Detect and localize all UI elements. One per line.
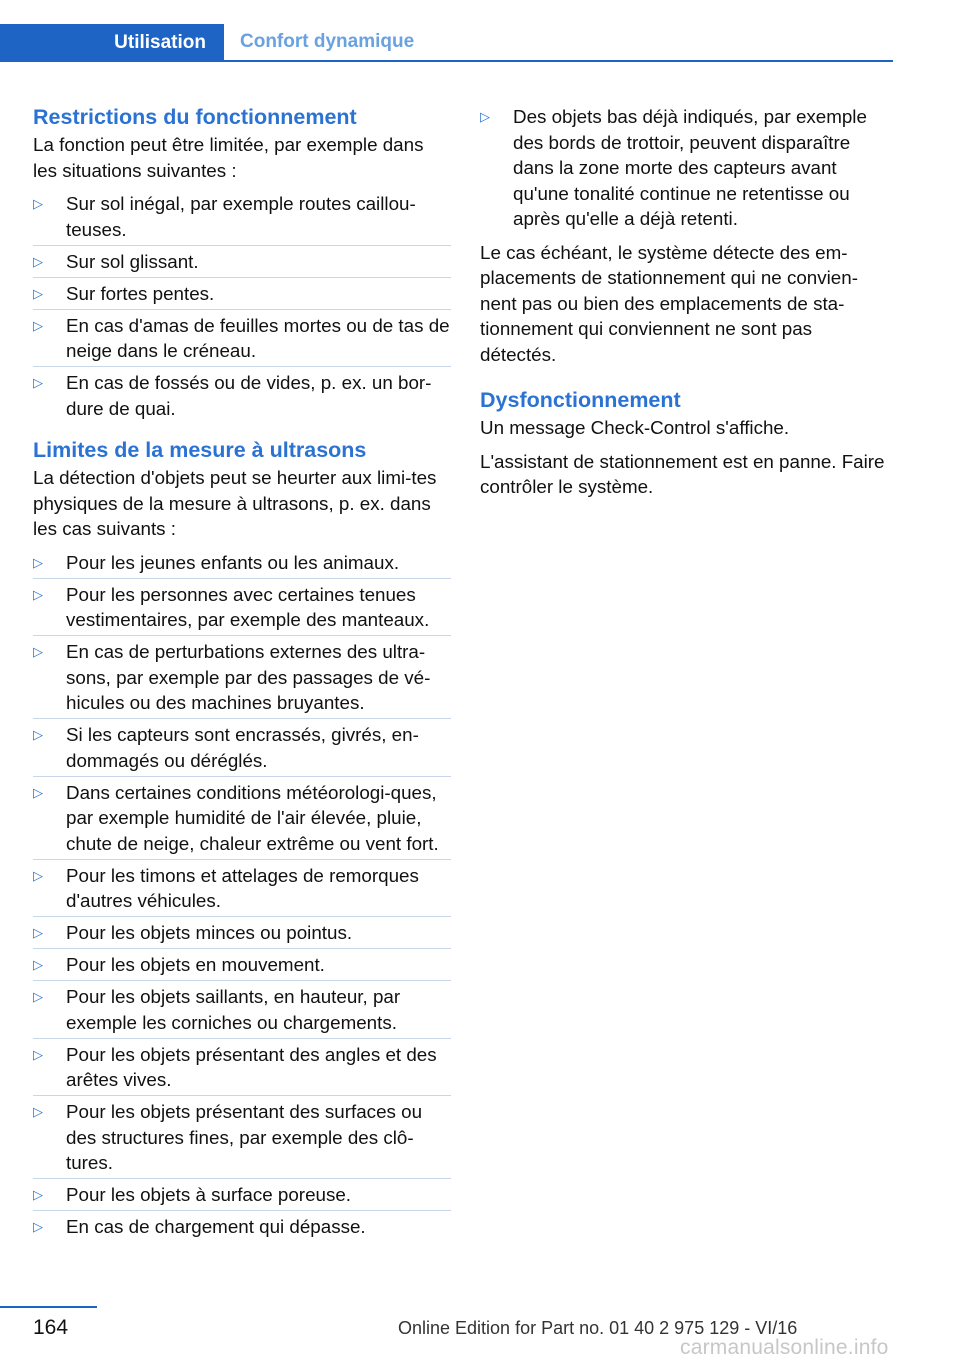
watermark: carmanualsonline.info	[680, 1336, 889, 1359]
triangle-bullet-icon: ▷	[33, 867, 43, 883]
list-item	[33, 984, 451, 1035]
triangle-bullet-icon: ▷	[33, 285, 43, 301]
list-item	[33, 722, 451, 773]
list-item	[33, 920, 451, 946]
list-item-text: Si les capteurs sont encrassés, givrés, en‐dommagés ou déréglés.	[66, 724, 419, 771]
triangle-bullet-icon: ▷	[33, 1104, 43, 1119]
list-item-text: En cas d'amas de feuilles mortes ou de tas de neige dans le créneau.	[66, 314, 450, 361]
triangle-bullet-icon: ▷	[33, 925, 43, 940]
triangle-bullet-icon: ▷	[33, 196, 43, 211]
triangle-bullet-icon: ▷	[33, 989, 43, 1004]
item-divider	[33, 776, 451, 777]
item-divider	[33, 309, 451, 310]
triangle-bullet-icon: ▷	[33, 727, 43, 742]
triangle-bullet-icon: ▷	[33, 1187, 43, 1202]
section-title: Dysfonctionnement	[480, 388, 681, 412]
section-title: Limites de la mesure à ultrasons	[33, 438, 367, 462]
list-item	[33, 313, 451, 364]
tab-utilisation[interactable]: Utilisation	[0, 24, 224, 62]
triangle-bullet-icon: ▷	[33, 1219, 43, 1234]
list-item-text: En cas de perturbations externes des ultra‐sons, par exemple par des passages de vé‐hicules ou des machines bruyantes.	[66, 641, 431, 713]
list-item	[33, 191, 451, 242]
page-number: 164	[33, 1316, 69, 1339]
item-divider	[33, 718, 451, 719]
list-item-text: Sur sol glissant.	[66, 250, 199, 272]
item-divider	[33, 366, 451, 367]
paragraph: Le cas échéant, le système détecte des em‐placements de stationnement qui ne convien‐nent pas ou bien des emplacements de sta‐tionnement qui conviennent ne sont pas détectés.	[480, 241, 858, 365]
item-divider	[33, 1210, 451, 1211]
list-item	[33, 952, 451, 978]
list-item	[33, 1042, 451, 1093]
triangle-bullet-icon: ▷	[33, 253, 43, 269]
triangle-bullet-icon: ▷	[33, 957, 43, 972]
section-title: Restrictions du fonctionnement	[33, 105, 357, 129]
item-divider	[33, 916, 451, 917]
section-dysfonctionnement	[480, 385, 892, 500]
section-intro: La fonction peut être limitée, par exemple dans les situations suivantes :	[33, 134, 424, 181]
item-divider	[33, 277, 451, 278]
item-divider	[33, 578, 451, 579]
item-divider	[33, 245, 451, 246]
tab-confort-dynamique[interactable]: Confort dynamique	[240, 31, 415, 52]
triangle-bullet-icon: ▷	[33, 554, 43, 570]
list-item-text: Pour les jeunes enfants ou les animaux.	[66, 551, 400, 573]
item-divider	[33, 980, 451, 981]
bullet-list	[480, 104, 892, 232]
list-item	[33, 249, 451, 275]
list-item	[33, 370, 451, 421]
item-divider	[33, 1178, 451, 1179]
list-item	[33, 780, 451, 857]
list-item-text: Pour les objets présentant des surfaces ou des structures fines, par exemple des clô‐tures.	[66, 1101, 423, 1173]
item-divider	[33, 948, 451, 949]
list-item	[33, 1099, 451, 1176]
item-divider	[33, 859, 451, 860]
list-item-text: Des objets bas déjà indiqués, par exemple des bords de trottoir, peuvent disparaître dans la zone morte des capteurs avant qu'une tonalité continue ne retentisse ou après qu'elle a déjà retenti.	[513, 106, 867, 229]
list-item-text: En cas de fossés ou de vides, p. ex. un bor‐dure de quai.	[66, 372, 432, 419]
list-item-text: Pour les objets en mouvement.	[66, 954, 325, 975]
bullet-list	[33, 550, 451, 1240]
item-divider	[33, 1038, 451, 1039]
paragraph: L'assistant de stationnement est en panne. Faire contrôler le système.	[480, 450, 885, 497]
list-item-text: Sur sol inégal, par exemple routes caillou‐teuses.	[66, 193, 416, 240]
list-item	[33, 1214, 451, 1240]
list-item	[33, 281, 451, 307]
list-item	[33, 550, 451, 576]
triangle-bullet-icon: ▷	[33, 317, 43, 333]
list-item	[33, 863, 451, 914]
list-item-text: Pour les objets saillants, en hauteur, par exemple les corniches ou chargements.	[66, 986, 401, 1033]
list-item	[480, 104, 892, 232]
section-intro: La détection d'objets peut se heurter aux limi‐tes physiques de la mesure à ultrasons, p. ex. dans les cas suivants :	[33, 467, 437, 539]
triangle-bullet-icon: ▷	[480, 109, 490, 124]
list-item-text: Pour les objets minces ou pointus.	[66, 922, 353, 943]
list-item	[33, 639, 451, 716]
list-item-text: Dans certaines conditions météorologi‐ques, par exemple humidité de l'air élevée, pluie, chute de neige, chaleur extrême ou vent fort.	[66, 781, 439, 854]
triangle-bullet-icon: ▷	[33, 586, 43, 602]
edition-text: Online Edition for Part no. 01 40 2 975 129 - VI/16	[398, 1318, 798, 1338]
left-column	[33, 102, 451, 1248]
triangle-bullet-icon: ▷	[33, 1046, 43, 1062]
triangle-bullet-icon: ▷	[33, 644, 43, 659]
right-column	[480, 102, 892, 508]
paragraph: Un message Check-Control s'affiche.	[480, 417, 790, 438]
page-header	[0, 24, 960, 62]
section-ultrasons	[33, 435, 451, 1240]
list-item	[33, 1182, 451, 1208]
bullet-list	[33, 191, 451, 421]
triangle-bullet-icon: ▷	[33, 375, 43, 390]
list-item-text: Pour les objets à surface poreuse.	[66, 1184, 352, 1205]
list-item-text: En cas de chargement qui dépasse.	[66, 1216, 366, 1237]
list-item-text: Sur fortes pentes.	[66, 282, 215, 304]
item-divider	[33, 635, 451, 636]
item-divider	[33, 1095, 451, 1096]
list-item-text: Pour les personnes avec certaines tenues vestimentaires, par exemple des manteaux.	[66, 583, 430, 630]
footer-rule	[0, 1306, 97, 1308]
section-restrictions	[33, 102, 451, 421]
list-item	[33, 582, 451, 633]
list-item-text: Pour les objets présentant des angles et des arêtes vives.	[66, 1043, 437, 1090]
list-item-text: Pour les timons et attelages de remorques d'autres véhicules.	[66, 864, 419, 911]
triangle-bullet-icon: ▷	[33, 784, 43, 800]
